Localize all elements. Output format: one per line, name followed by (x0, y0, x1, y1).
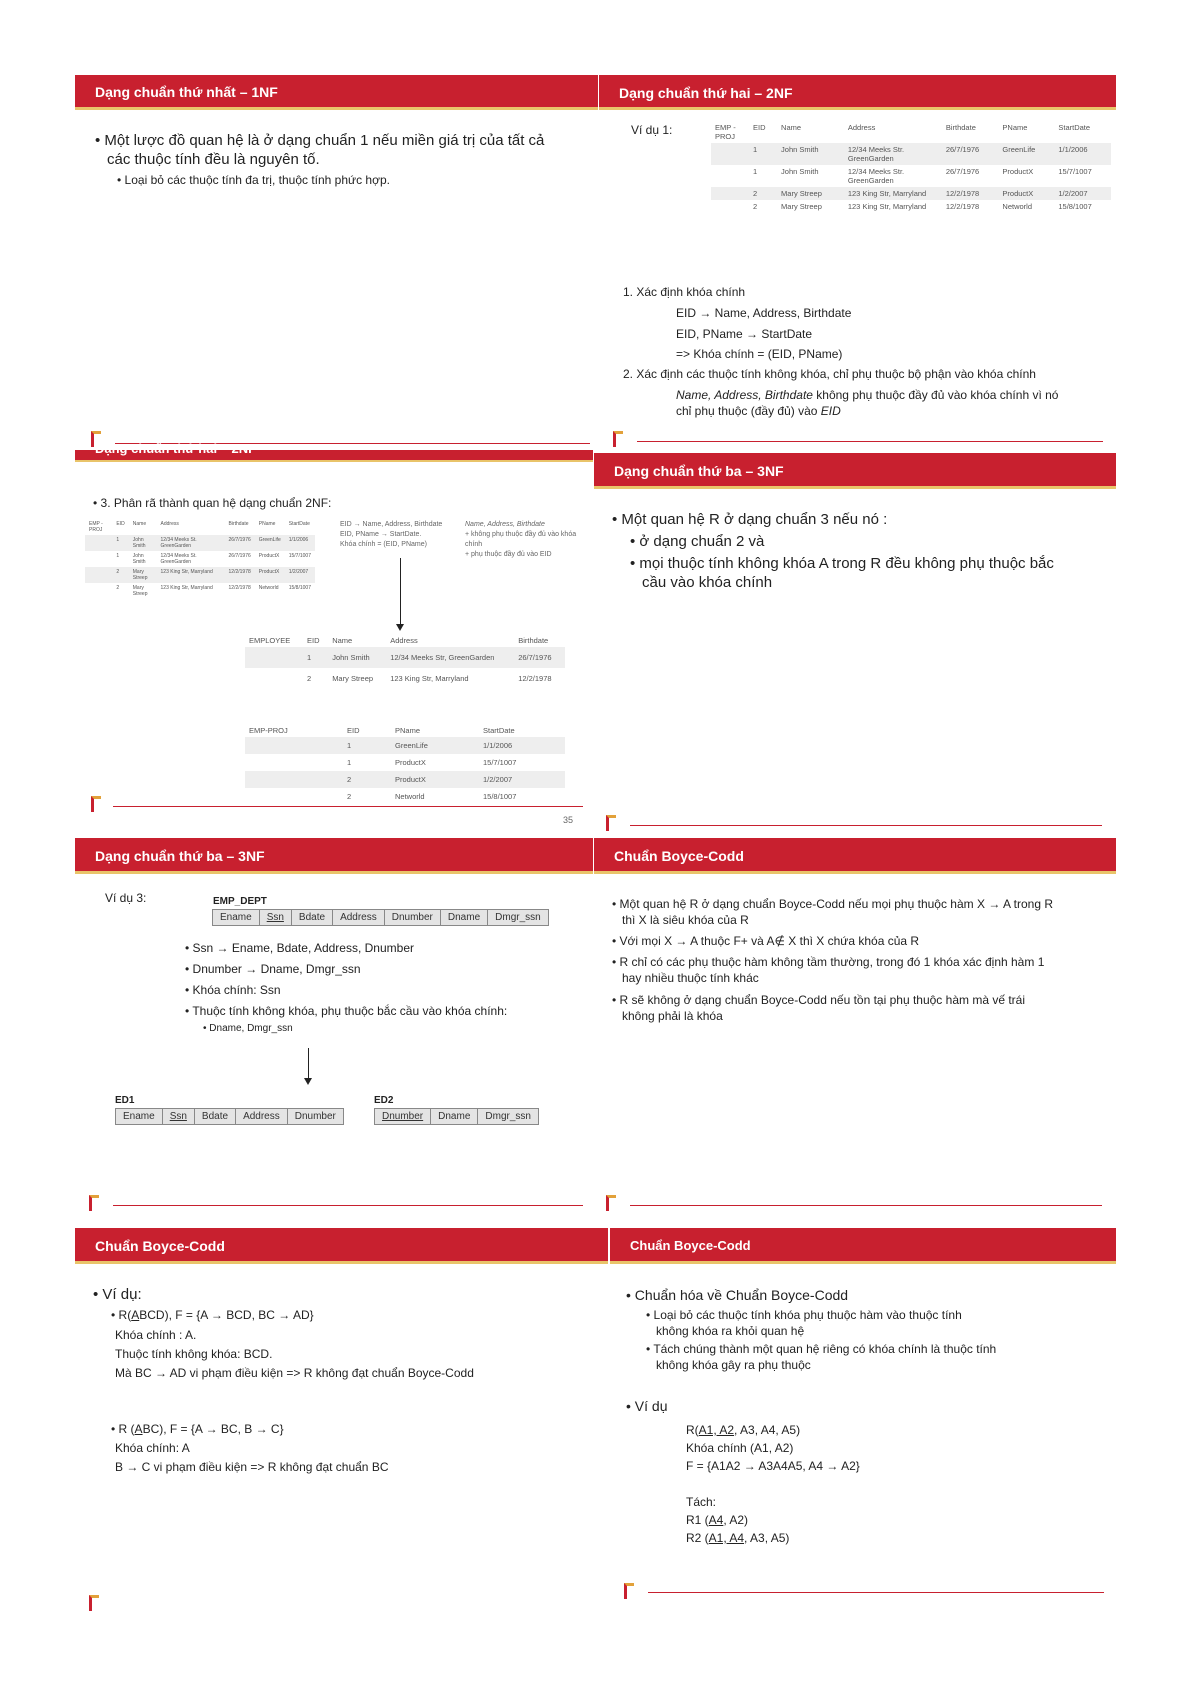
side-note: + phụ thuộc đầy đủ vào EID (465, 551, 552, 558)
slide-title: Dạng chuẩn thứ hai – 2NF (95, 441, 257, 456)
logo-icon (624, 1583, 634, 1599)
relation-text: BC), F = {A → BC, B → C} (142, 1422, 284, 1436)
slide-title: Dạng chuẩn thứ hai – 2NF (619, 85, 793, 101)
relation-text: , A3, A5) (744, 1531, 790, 1545)
example-1 (111, 1308, 314, 1322)
table-cell: Birthdate (228, 521, 249, 527)
table-cell (711, 200, 749, 213)
slide-3nf-definition (594, 453, 1116, 828)
table-row (245, 771, 565, 788)
slide-title: Chuẩn Boyce-Codd (614, 848, 744, 864)
relation-text: R( (686, 1423, 699, 1437)
bullet: • Một lược đồ quan hệ là ở dạng chuẩn 1 nếu miền giá trị của tất cả (95, 132, 544, 149)
footer-line (113, 806, 583, 807)
down-arrow-icon (400, 558, 401, 626)
table-cell (711, 187, 749, 200)
slide-title: Dạng chuẩn thứ ba – 3NF (95, 848, 265, 864)
table-cell: GreenLife (255, 535, 285, 551)
bullet: • Thuộc tính không khóa, phụ thuộc bắc cầu vào khóa chính: (185, 1004, 507, 1018)
slide-2nf-decompose (75, 441, 593, 828)
table-cell (245, 737, 343, 754)
side-note: + không phụ thuộc đầy đủ vào khóa (465, 531, 577, 538)
table-cell: 1/1/2006 (1054, 143, 1111, 165)
slide-title: Dạng chuẩn thứ nhất – 1NF (95, 84, 278, 100)
table-cell: 15/7/1007 (1058, 167, 1092, 176)
attribute: Ename (213, 910, 260, 925)
table-row (85, 583, 315, 599)
table-cell: StartDate (288, 521, 310, 527)
table-cell: EMP - PROJ (89, 521, 103, 533)
attribute: Address (236, 1109, 288, 1124)
attribute: Dnumber (385, 910, 441, 925)
slide-bcnf-example (75, 1228, 608, 1606)
bullet: • Dnumber → Dname, Dmgr_ssn (185, 962, 361, 976)
table-cell: Networld (258, 585, 279, 591)
logo-icon (89, 1595, 99, 1611)
table-cell (711, 143, 749, 165)
fd-note: EID, PName → StartDate. (340, 531, 422, 538)
relation-name: ED2 (374, 1095, 394, 1106)
relation-text: R ( (118, 1422, 135, 1436)
table-cell: 2 (749, 187, 777, 200)
slide-bcnf-definition (594, 838, 1116, 1218)
table-cell: 26/7/1976 (514, 647, 565, 668)
example-line (686, 1531, 789, 1545)
table-cell: 12/34 Meeks Str. GreenGarden (847, 167, 905, 185)
table-cell: 12/34 Meeks Str. GreenGarden (844, 143, 942, 165)
table-header-row (711, 121, 1111, 143)
table-row (245, 737, 565, 754)
table-cell: Birthdate (945, 123, 976, 132)
slide-3nf-example (75, 838, 593, 1218)
table-cell (85, 583, 112, 599)
table-cell: EID (116, 521, 125, 527)
table-cell: 1 (347, 758, 352, 767)
example-line: Khóa chính: A (115, 1441, 190, 1455)
relation-text: , A3, A4, A5) (734, 1423, 801, 1437)
table-cell: John Smith (781, 167, 819, 176)
relation-text: R2 ( (686, 1531, 709, 1545)
emp-dept-schema (212, 909, 549, 926)
side-note: Name, Address, Birthdate (465, 521, 545, 528)
table-cell: EID (347, 726, 360, 735)
table-cell: 1/1/2006 (479, 737, 565, 754)
example-line: Thuộc tính không khóa: BCD. (115, 1347, 273, 1361)
table-cell: 26/7/1976 (228, 553, 251, 559)
key-attribute: A (131, 1308, 140, 1322)
example-line: Khóa chính (A1, A2) (686, 1441, 794, 1455)
table-cell: 123 King Str, Marryland (390, 674, 469, 683)
table-cell: 2 (112, 567, 128, 583)
table-row (245, 754, 565, 771)
emp-proj-split-table (245, 724, 565, 805)
table-cell: 26/7/1976 (225, 535, 255, 551)
attribute: Ename (116, 1109, 163, 1124)
table-cell: ProductX (395, 758, 426, 767)
table-cell: Name (332, 636, 353, 645)
bullet-cont: thì X là siêu khóa của R (622, 913, 749, 927)
table-cell: Mary Streep (129, 567, 157, 583)
table-row (85, 567, 315, 583)
table-cell: John Smith (777, 143, 844, 165)
note-italic: Name, Address, Birthdate (676, 388, 813, 402)
table-cell: Name (132, 521, 147, 527)
table-header-row (245, 634, 565, 647)
table-cell: EMPLOYEE (249, 636, 291, 645)
table-cell: Name (781, 123, 802, 132)
bullet: • Ví dụ: (93, 1286, 142, 1303)
table-row (245, 647, 565, 668)
note-italic: EID (820, 404, 841, 418)
example-label: Ví dụ 3: (105, 891, 147, 905)
table-cell: EID (307, 636, 320, 645)
table-cell: 1/2/2007 (479, 771, 565, 788)
slide-bcnf-normalize (610, 1228, 1116, 1606)
table-cell (245, 754, 343, 771)
bullet: • Ví dụ (626, 1398, 668, 1414)
note-text: chỉ phụ thuộc (đầy đủ) vào (676, 404, 821, 418)
side-note: chính (465, 541, 483, 548)
table-cell: PName (395, 726, 421, 735)
table-cell: Networld (1002, 202, 1032, 211)
bullet: • Một quan hệ R ở dạng chuẩn 3 nếu nó : (612, 511, 887, 528)
table-cell: Address (390, 636, 418, 645)
table-cell: Networld (395, 792, 425, 801)
table-cell: 12/2/1978 (518, 674, 552, 683)
note-line-2 (676, 404, 841, 418)
table-cell: 1 (112, 535, 128, 551)
table-cell: 1 (343, 737, 391, 754)
table-row (711, 187, 1111, 200)
example-line: F = {A1A2 → A3A4A5, A4 → A2} (686, 1459, 860, 1473)
table-cell (245, 647, 303, 668)
table-cell: 1 (303, 647, 328, 668)
slide-2nf-example (599, 75, 1116, 450)
sub-bullet-cont: không khóa gây ra phụ thuộc (656, 1358, 811, 1372)
fd-note: Khóa chính = (EID, PName) (340, 541, 427, 548)
bullet-cont: không phải là khóa (622, 1009, 723, 1023)
table-cell: 12/2/1978 (945, 202, 980, 211)
emp-proj-mini-table (85, 519, 315, 599)
slide-header (594, 453, 1116, 489)
table-cell: 1/2/2007 (1054, 187, 1111, 200)
table-cell: ProductX (1002, 167, 1034, 176)
footer-line (637, 441, 1103, 442)
slide-title: Dạng chuẩn thứ ba – 3NF (614, 463, 784, 479)
table-cell (85, 567, 112, 583)
ed1-schema (115, 1108, 344, 1125)
table-cell: 1 (749, 143, 777, 165)
slide-header (610, 1228, 1116, 1264)
key-attribute: A1, A2 (698, 1423, 735, 1437)
page-number: 35 (563, 815, 574, 825)
footer-line (113, 1205, 583, 1206)
sub-bullet: • Tách chúng thành một quan hệ riêng có khóa chính là thuộc tính (646, 1342, 996, 1356)
down-arrow-icon (308, 1048, 309, 1080)
key-attribute: A (134, 1422, 143, 1436)
step-1: 1. Xác định khóa chính (623, 285, 746, 299)
sub-bullet-cont: không khóa ra khỏi quan hệ (656, 1324, 805, 1338)
table-cell: EMP-PROJ (249, 726, 288, 735)
table-cell: Mary Streep (781, 202, 822, 211)
attribute: Dname (431, 1109, 478, 1124)
note-line-1 (676, 388, 1058, 402)
slide-title: Chuẩn Boyce-Codd (95, 1238, 225, 1254)
table-row (711, 200, 1111, 213)
table-cell: Address (847, 123, 876, 132)
note-text: không phụ thuộc đầy đủ vào khóa chính vì nó (812, 388, 1059, 402)
table-cell: PName (1002, 123, 1028, 132)
table-cell: 2 (116, 585, 120, 591)
table-cell: 2 (307, 674, 312, 683)
attribute: Bdate (195, 1109, 236, 1124)
bullet: • 3. Phân rã thành quan hệ dạng chuẩn 2NF: (93, 496, 331, 510)
table-cell: John Smith (129, 535, 157, 551)
bullet: • Chuẩn hóa về Chuẩn Boyce-Codd (626, 1287, 848, 1303)
table-cell: 12/34 Meeks St. GreenGarden (157, 535, 225, 551)
footer-line (630, 1205, 1102, 1206)
relation-text: R( (118, 1308, 132, 1322)
emp-proj-table (711, 121, 1111, 213)
table-cell (711, 165, 749, 187)
table-cell: Address (160, 521, 179, 527)
table-cell: GreenLife (391, 737, 479, 754)
logo-icon (613, 431, 623, 447)
table-cell: 1/1/2006 (285, 535, 315, 551)
bullet: • Một quan hệ R ở dạng chuẩn Boyce-Codd nếu mọi phụ thuộc hàm X → A trong R (612, 897, 1053, 911)
key-attribute: A1, A4 (708, 1531, 745, 1545)
key-attribute: Dnumber (375, 1109, 431, 1124)
logo-icon (606, 1195, 616, 1211)
logo-icon (89, 1195, 99, 1211)
down-arrow-icon (304, 1078, 312, 1085)
slide-header (75, 75, 598, 110)
table-cell: ProductX (255, 567, 285, 583)
table-row (85, 535, 315, 551)
table-row (711, 165, 1111, 187)
table-cell: 1 (116, 553, 120, 559)
down-arrow-icon (396, 624, 404, 631)
table-cell: 15/8/1007 (483, 792, 517, 801)
sub-bullet: • mọi thuộc tính không khóa A trong R đều không phụ thuộc bắc (630, 555, 1054, 572)
bullet-cont: hay nhiều thuộc tính khác (622, 971, 759, 985)
table-row (245, 788, 565, 805)
table-cell: 15/7/1007 (288, 553, 311, 559)
fd-note: EID → Name, Address, Birthdate (340, 521, 443, 528)
example-line: Khóa chính : A. (115, 1328, 197, 1342)
key-attribute: Ssn (163, 1109, 195, 1124)
table-cell: 12/2/1978 (228, 585, 251, 591)
attribute: Dmgr_ssn (488, 910, 548, 925)
example-line: Tách: (686, 1495, 717, 1509)
table-cell: 123 King Str, Marryland (157, 567, 225, 583)
table-cell: ProductX (258, 553, 280, 559)
relation-name: ED1 (115, 1095, 135, 1106)
bullet: • R sẽ không ở dạng chuẩn Boyce-Codd nếu tồn tại phụ thuộc hàm mà vế trái (612, 993, 1025, 1007)
slide-header (594, 838, 1116, 874)
attribute: Dmgr_ssn (478, 1109, 538, 1124)
employee-table (245, 634, 565, 689)
fd-1: EID → Name, Address, Birthdate (676, 306, 852, 320)
example-label: Ví dụ 1: (631, 123, 673, 137)
relation-text: R1 ( (686, 1513, 709, 1527)
step-2: 2. Xác định các thuộc tính không khóa, chỉ phụ thuộc bộ phận vào khóa chính (623, 367, 1036, 381)
table-row (711, 143, 1111, 165)
bullet-cont: các thuộc tính đều là nguyên tố. (107, 151, 320, 168)
table-cell: 15/8/1007 (288, 585, 311, 591)
table-cell: StartDate (1058, 123, 1091, 132)
example-line: B → C vi phạm điều kiện => R không đạt chuẩn BC (115, 1460, 389, 1474)
slide-header (75, 1228, 608, 1264)
table-cell: John Smith (132, 553, 146, 565)
table-cell: 15/8/1007 (1058, 202, 1092, 211)
key-attribute: A4 (708, 1513, 724, 1527)
bullet: • Với mọi X → A thuộc F+ và A∉ X thì X chứa khóa của R (612, 934, 919, 948)
table-row (85, 551, 315, 567)
table-cell: 1 (753, 167, 758, 176)
attribute: Dnumber (288, 1109, 343, 1124)
example-line (686, 1513, 748, 1527)
table-cell: 15/7/1007 (483, 758, 517, 767)
table-cell: 123 King Str, Marryland (847, 202, 927, 211)
table-cell: 2 (347, 792, 352, 801)
table-cell (245, 788, 343, 805)
relation-text: , A2) (723, 1513, 749, 1527)
sub-bullet-cont: cầu vào khóa chính (642, 574, 773, 591)
slide-header (75, 441, 593, 462)
slide-header (75, 838, 593, 874)
table-cell: 2 (343, 771, 391, 788)
table-cell: Birthdate (518, 636, 549, 645)
footer-line (630, 825, 1102, 826)
table-cell (245, 668, 303, 689)
table-row (245, 668, 565, 689)
table-cell: Mary Streep (332, 674, 374, 683)
table-cell: 12/2/1978 (942, 187, 999, 200)
table-cell: 26/7/1976 (942, 143, 999, 165)
table-cell: Mary Streep (777, 187, 844, 200)
attribute: Address (333, 910, 385, 925)
example-line (686, 1423, 800, 1437)
table-cell: Mary Streep (132, 585, 148, 597)
table-header-row (245, 724, 565, 737)
table-cell: 12/2/1978 (225, 567, 255, 583)
slide-header (599, 75, 1116, 110)
table-cell: John Smith (328, 647, 386, 668)
example-2 (111, 1422, 284, 1436)
fd-2: EID, PName → StartDate (676, 327, 813, 341)
table-cell: 12/34 Meeks St. GreenGarden (160, 553, 197, 565)
sub-bullet: • Loại bỏ các thuộc tính đa trị, thuộc tính phức hợp. (117, 173, 390, 187)
table-cell: GreenLife (998, 143, 1054, 165)
slide-1nf (75, 75, 598, 450)
bullet: • Ssn → Ename, Bdate, Address, Dnumber (185, 941, 414, 955)
example-line: Mà BC → AD vi phạm điều kiện => R không đạt chuẩn Boyce-Codd (115, 1366, 474, 1380)
slide-title: Chuẩn Boyce-Codd (630, 1238, 751, 1253)
footer-line (648, 1592, 1104, 1593)
table-cell: EMP - PROJ (715, 123, 736, 141)
table-cell: 26/7/1976 (945, 167, 980, 176)
table-cell: PName (258, 521, 276, 527)
bullet: • Khóa chính: Ssn (185, 983, 281, 997)
table-cell: 123 King Str, Marryland (844, 187, 942, 200)
table-cell: ProductX (998, 187, 1054, 200)
sub-bullet: • Dname, Dmgr_ssn (203, 1023, 293, 1034)
relation-text: BCD), F = {A → BCD, BC → AD} (139, 1308, 314, 1322)
key-attribute: Ssn (260, 910, 292, 925)
table-header-row (85, 519, 315, 535)
sub-bullet: • Loại bỏ các thuộc tính khóa phụ thuộc hàm vào thuộc tính (646, 1308, 962, 1322)
logo-icon (91, 796, 101, 812)
attribute: Dname (441, 910, 488, 925)
bullet: • R chỉ có các phụ thuộc hàm không tầm thường, trong đó 1 khóa xác định hàm 1 (612, 955, 1044, 969)
primary-key: => Khóa chính = (EID, PName) (676, 347, 843, 361)
table-cell (85, 551, 112, 567)
table-cell (245, 771, 343, 788)
ed2-schema (374, 1108, 539, 1125)
table-cell: ProductX (391, 771, 479, 788)
table-cell: 12/34 Meeks Str, GreenGarden (386, 647, 514, 668)
attribute: Bdate (292, 910, 333, 925)
table-cell: StartDate (483, 726, 515, 735)
relation-name: EMP_DEPT (213, 896, 267, 907)
table-cell: 1/2/2007 (285, 567, 315, 583)
table-cell: 123 King Str, Marryland (160, 585, 213, 591)
table-cell: EID (753, 123, 766, 132)
table-cell: 2 (753, 202, 758, 211)
sub-bullet: • ở dạng chuẩn 2 và (630, 533, 764, 550)
logo-icon (606, 815, 616, 831)
table-cell (85, 535, 112, 551)
